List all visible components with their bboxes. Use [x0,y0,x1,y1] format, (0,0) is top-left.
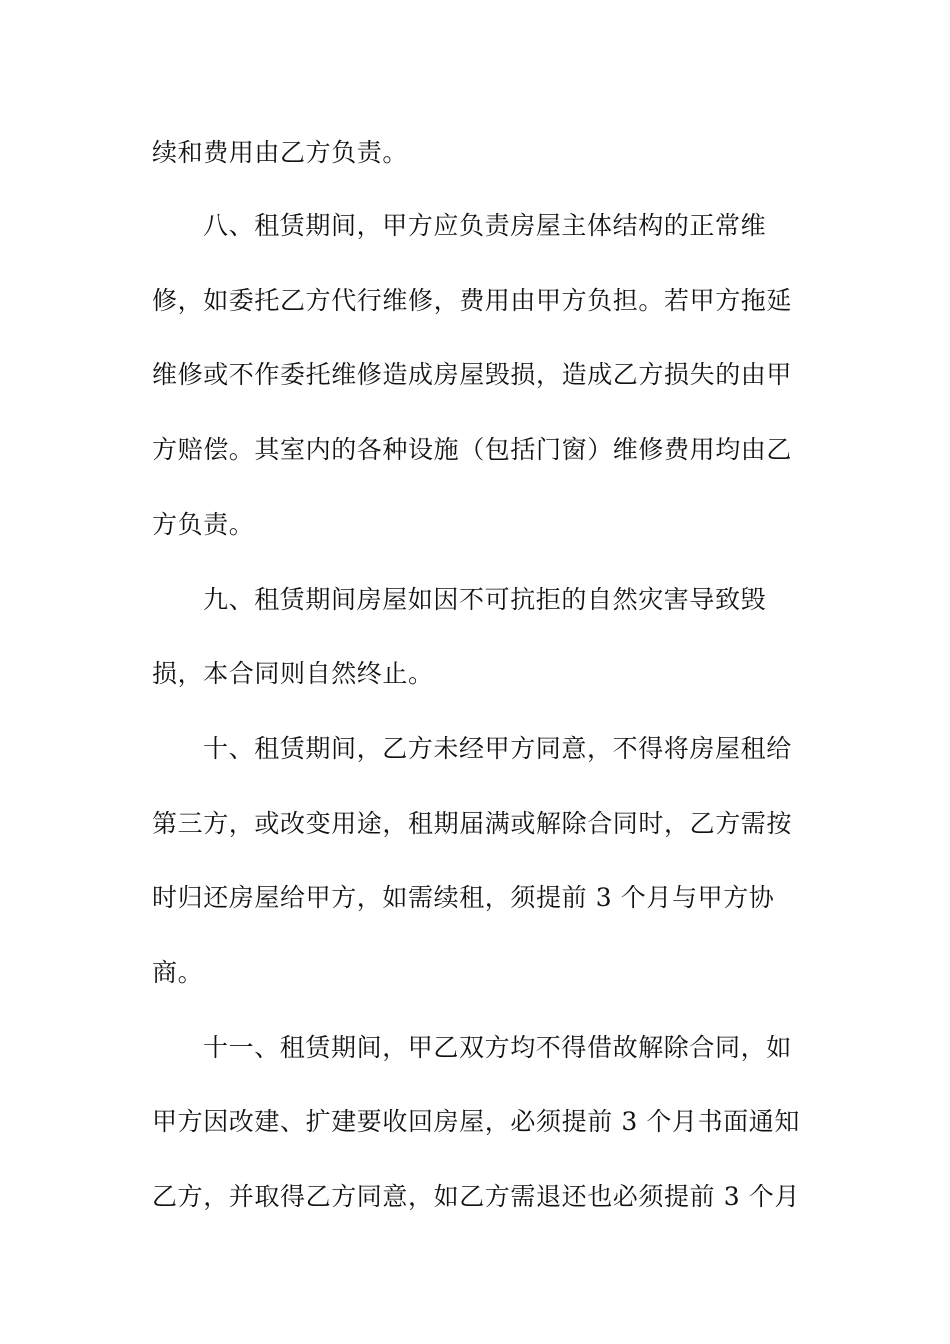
text-line: 时归还房屋给甲方，如需续租，须提前 3 个月与甲方协 [152,883,775,912]
text-line: 商。 [152,958,204,987]
text-line: 损，本合同则自然终止。 [152,659,434,688]
text-line: 方负责。 [152,510,255,539]
text-line: 甲方因改建、扩建要收回房屋，必须提前 3 个月书面通知 [152,1107,801,1136]
text-line: 第三方，或改变用途，租期届满或解除合同时，乙方需按 [152,809,793,838]
clause-11-start: 十一、租赁期间，甲乙双方均不得借故解除合同，如 [203,1033,792,1062]
text-line: 乙方，并取得乙方同意，如乙方需退还也必须提前 3 个月 [152,1182,801,1211]
clause-10-start: 十、租赁期间，乙方未经甲方同意，不得将房屋租给 [203,734,792,763]
text-line: 方赔偿。其室内的各种设施（包括门窗）维修费用均由乙 [152,435,793,464]
text-line: 修，如委托乙方代行维修，费用由甲方负担。若甲方拖延 [152,286,793,315]
clause-8-start: 八、租赁期间，甲方应负责房屋主体结构的正常维 [203,211,767,240]
clause-9-start: 九、租赁期间房屋如因不可抗拒的自然灾害导致毁 [203,585,767,614]
text-line: 续和费用由乙方负责。 [152,138,409,167]
text-line: 维修或不作委托维修造成房屋毁损，造成乙方损失的由甲 [152,360,793,389]
